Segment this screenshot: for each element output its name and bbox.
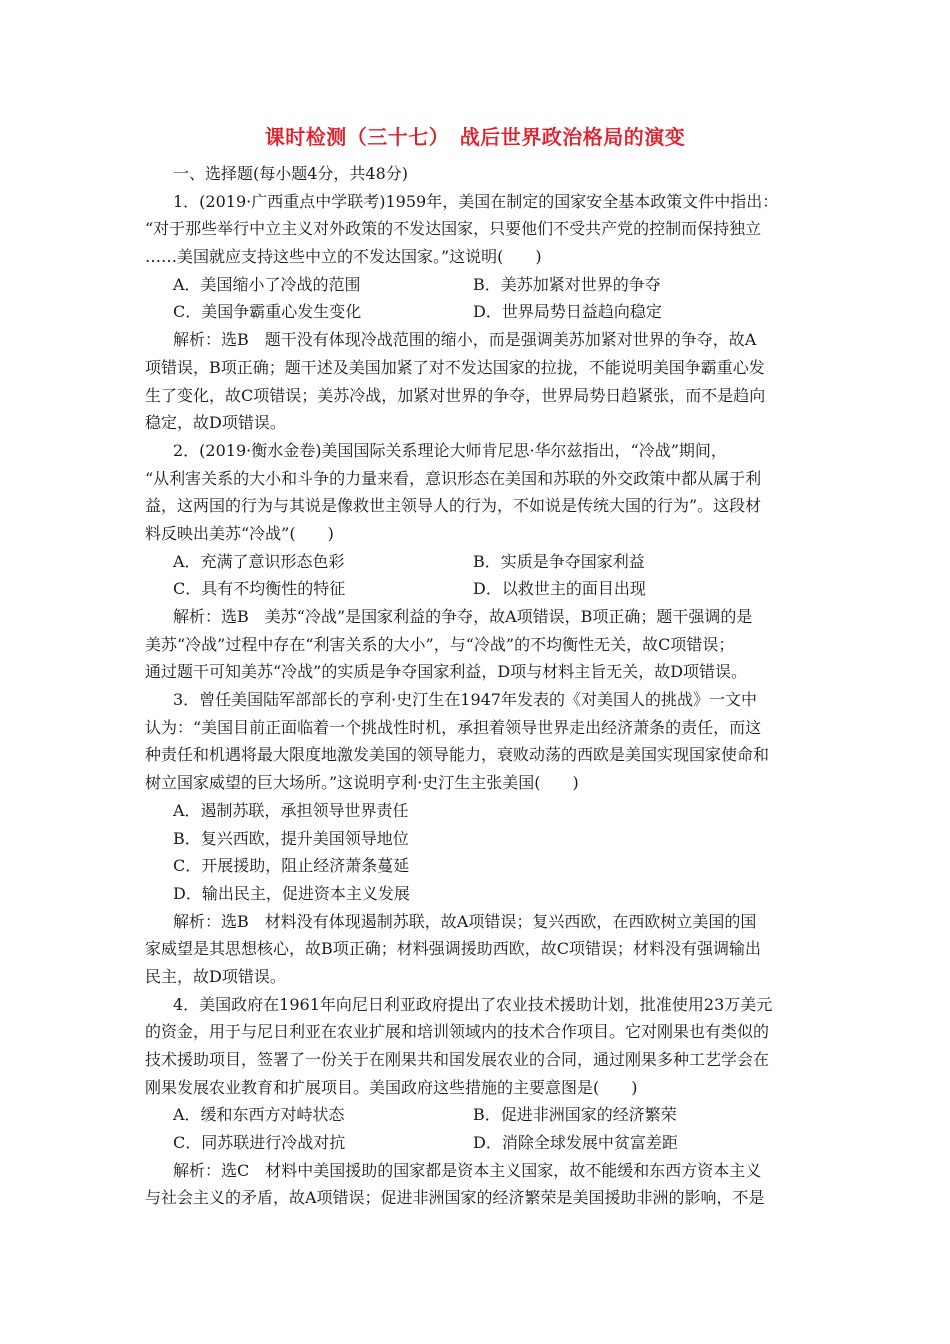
option-row	[145, 1101, 807, 1129]
question-text-line: 树立国家威望的巨大场所。”这说明亨利·史汀生主张美国( )	[145, 773, 579, 793]
option-b: B．实质是争夺国家利益	[473, 551, 645, 571]
analysis-line: 生了变化，故C项错误；美苏冷战，加紧对世界的争夺，世界局势日趋紧张，而不是趋向	[145, 385, 766, 405]
question-4	[145, 991, 807, 1213]
option-d: D．世界局势日益趋向稳定	[473, 302, 662, 322]
question-text-line: “从利害关系的大小和斗争的力量来看，意识形态在美国和苏联的外交政策中都从属于利	[145, 468, 762, 488]
section-heading: 一、选择题(每小题4分，共48分)	[173, 164, 409, 183]
analysis-line: 解析：选C 材料中美国援助的国家都是资本主义国家，故不能缓和东西方资本主义	[173, 1160, 762, 1180]
option-row	[145, 1129, 807, 1157]
question-text-line: ……美国就应支持这些中立的不发达国家。”这说明( )	[145, 247, 542, 267]
option-d: D．以救世主的面目出现	[473, 579, 646, 599]
option-d: D．输出民主，促进资本主义发展	[173, 883, 410, 903]
option-a: A．美国缩小了冷战的范围	[173, 274, 361, 294]
option-c: C．同苏联进行冷战对抗	[173, 1133, 346, 1153]
option-row	[145, 548, 807, 576]
analysis-line: 解析：选B 题干没有体现冷战范围的缩小，而是强调美苏加紧对世界的争夺，故A	[173, 330, 757, 350]
question-text-line: 技术援助项目，签署了一份关于在刚果共和国发展农业的合同，通过刚果多种工艺学会在	[145, 1050, 770, 1069]
option-row	[145, 298, 807, 326]
analysis-line: 通过题干可知美苏“冷战”的实质是争夺国家利益，D项与材料主旨无关，故D项错误。	[145, 662, 748, 682]
question-text-line: 料反映出美苏“冷战”( )	[145, 523, 334, 543]
option-c: C．开展援助，阻止经济萧条蔓延	[173, 856, 410, 876]
question-text-line: 益，这两国的行为与其说是像救世主领导人的行为，不如说是传统大国的行为”。这段材	[145, 496, 762, 516]
question-text-line: 的资金，用于与尼日利亚在农业扩展和培训领域内的技术合作项目。它对刚果也有类似的	[145, 1022, 770, 1042]
question-text-line: 3．曾任美国陆军部部长的亨利·史汀生在1947年发表的《对美国人的挑战》一文中	[173, 690, 757, 710]
option-b: B．美苏加紧对世界的争夺	[473, 274, 661, 294]
question-text-line: 4．美国政府在1961年向尼日利亚政府提出了农业技术援助计划，批准使用23万美元	[173, 994, 773, 1014]
analysis-line: 与社会主义的矛盾，故A项错误；促进非洲国家的经济繁荣是美国援助非洲的影响，不是	[145, 1188, 765, 1208]
option-a: A．遏制苏联，承担领导世界责任	[173, 800, 409, 820]
analysis-line: 美苏“冷战”过程中存在“利害关系的大小”，与“冷战”的不均衡性无关，故C项错误；	[145, 634, 735, 654]
analysis-line: 解析：选B 美苏“冷战”是国家利益的争夺，故A项错误，B项正确；题干强调的是	[173, 607, 753, 626]
option-b: B．复兴西欧，提升美国领导地位	[173, 828, 409, 848]
option-c: C．具有不均衡性的特征	[173, 579, 346, 599]
option-b: B．促进非洲国家的经济繁荣	[473, 1105, 677, 1125]
option-a: A．缓和东西方对峙状态	[173, 1105, 345, 1125]
question-1	[145, 188, 807, 437]
question-text-line: 种责任和机遇将最大限度地激发美国的领导能力，衰败动荡的西欧是美国实现国家使命和	[145, 745, 770, 765]
option-row	[145, 575, 807, 603]
analysis-line: 民主，故D项错误。	[145, 966, 286, 986]
document-body	[145, 160, 807, 1212]
question-3	[145, 686, 807, 991]
analysis-line: 家威望是其思想核心，故B项正确；材料强调援助西欧，故C项错误；材料没有强调输出	[145, 939, 762, 959]
question-text-line: 1．(2019·广西重点中学联考)1959年，美国在制定的国家安全基本政策文件中指出：	[173, 191, 779, 211]
question-2	[145, 437, 807, 686]
option-c: C．美国争霸重心发生变化	[173, 302, 362, 322]
option-row	[145, 271, 807, 299]
question-text-line: “对于那些举行中立主义对外政策的不发达国家，只要他们不受共产党的控制而保持独立	[145, 219, 762, 239]
analysis-line: 项错误，B项正确；题干述及美国加紧了对不发达国家的拉拢，不能说明美国争霸重心发	[145, 357, 765, 377]
analysis-line: 解析：选B 材料没有体现遏制苏联，故A项错误；复兴西欧，在西欧树立美国的国	[173, 911, 757, 931]
option-a: A．充满了意识形态色彩	[173, 551, 345, 571]
option-d: D．消除全球发展中贫富差距	[473, 1133, 678, 1153]
question-text-line: 2．(2019·衡水金卷)美国国际关系理论大师肯尼思·华尔兹指出，“冷战”期间，	[173, 440, 727, 460]
analysis-line: 稳定，故D项错误。	[145, 413, 286, 433]
page-title: 课时检测（三十七） 战后世界政治格局的演变	[264, 125, 686, 149]
question-text-line: 认为：“美国目前正面临着一个挑战性时机，承担着领导世界走出经济萧条的责任，而这	[145, 717, 762, 737]
question-text-line: 刚果发展农业教育和扩展项目。美国政府这些措施的主要意图是( )	[145, 1077, 638, 1097]
